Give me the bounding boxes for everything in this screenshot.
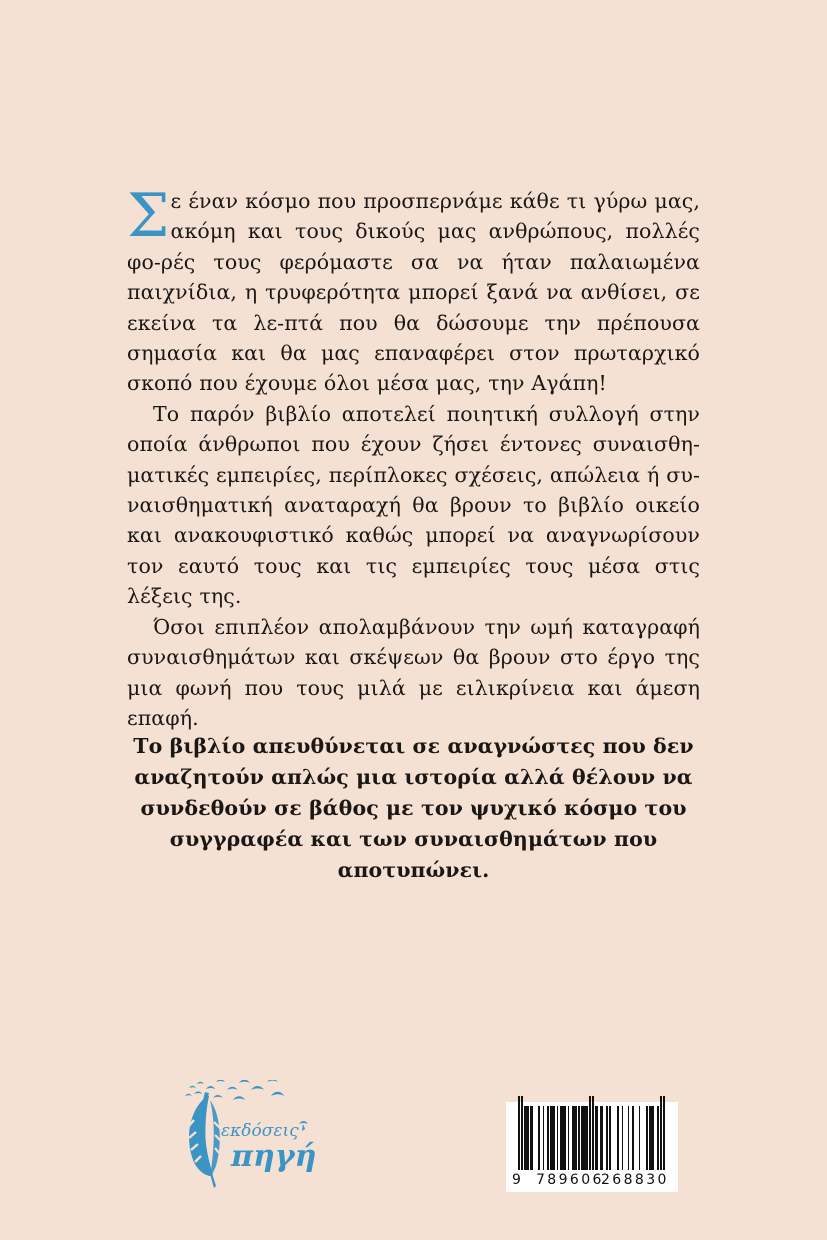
blurb-paragraph-1 xyxy=(127,181,700,399)
barcode-bar xyxy=(663,1096,665,1170)
logo-bird-tail-icon xyxy=(302,1124,305,1131)
feather-with-birds-icon xyxy=(183,1080,343,1190)
publisher-logo xyxy=(183,1080,343,1190)
barcode-digits xyxy=(506,1170,678,1190)
logo-bird-accent-icon xyxy=(299,1121,308,1124)
drop-cap-sigma: Σ xyxy=(127,181,170,251)
blurb-paragraph-1-body: ε έναν κόσμο που προσπερνάμε κάθε τι γύρω μας, ακόμη και τους δικούς μας ανθρώπους, πολλές φο-ρές τους φερόμαστε σα να ήταν παλαιωμένα παιχνίδια, η τρυφερότητα μπορεί ξανά να ανθίσει, σε εκείνα τα λε-πτά που θα δώσουμε την πρέπουσα σημασία και θα μας επαναφέρει στον πρωταρχικό σκοπό που έχουμε όλοι μέσα μας, την Αγάπη! xyxy=(127,189,700,396)
barcode-left-group: 789606 xyxy=(536,1172,604,1188)
barcode-right-group: 268830 xyxy=(601,1172,669,1188)
isbn-barcode xyxy=(506,1102,678,1192)
barcode-bars xyxy=(518,1106,666,1170)
publisher-logo-line-1: εκδόσεις xyxy=(221,1121,299,1141)
blurb-paragraph-2: Το παρόν βιβλίο αποτελεί ποιητική συλλογή στην οποία άνθρωποι που έχουν ζήσει έντονες συναισθη-ματικές εμπειρίες, περίπλοκες σχέσεις, απώλεια ή συ-ναισθηματική αναταραχή θα βρουν το βιβλίο οικείο και ανακουφιστικό καθώς μπορεί να αναγνωρίσουν τον εαυτό τους και τις εμπειρίες τους μέσα στις λέξεις της. xyxy=(127,401,700,609)
blurb-text-block xyxy=(127,181,700,733)
publisher-logo-line-2: πηγή xyxy=(231,1139,317,1174)
blurb-paragraph-3: Όσοι επιπλέον απολαμβάνουν την ωμή καταγραφή συναισθημάτων και σκέψεων θα βρουν στο έργο της μια φωνή που τους μιλά με ειλικρίνεια και άμεση επαφή. xyxy=(127,614,700,730)
barcode-lead-digit: 9 xyxy=(512,1172,521,1188)
target-audience-statement: Το βιβλίο απευθύνεται σε αναγνώστες που δεν αναζητούν απλώς μια ιστορία αλλά θέλουν να συνδεθούν σε βάθος με τον ψυχικό κόσμο του συγγραφέα και των συναισθημάτων που αποτυπώνει. xyxy=(133,734,694,882)
